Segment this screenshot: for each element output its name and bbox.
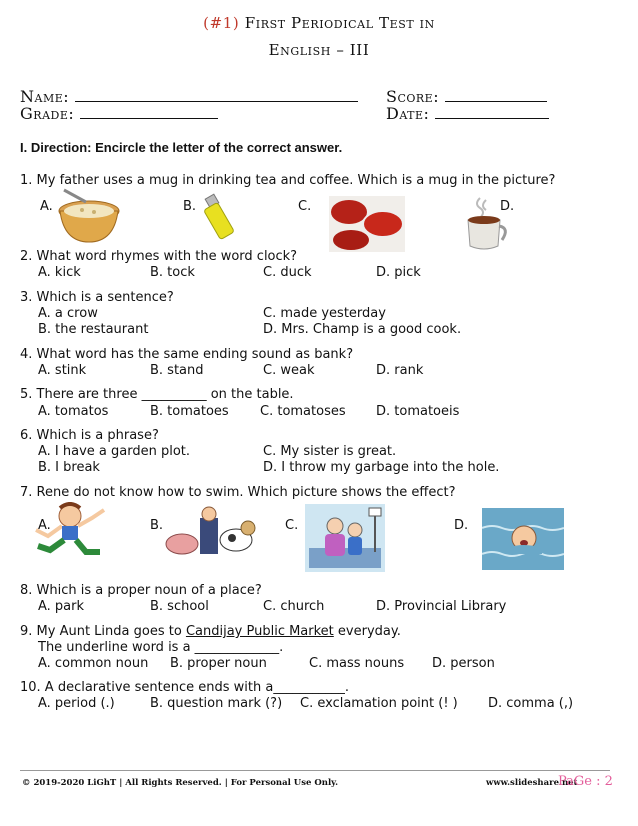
q4-option-b[interactable]: B. stand [150, 363, 204, 378]
q2-option-a[interactable]: A. kick [38, 265, 81, 280]
q8-option-b[interactable]: B. school [150, 599, 209, 614]
question-4: 4. What word has the same ending sound as bank? [20, 347, 354, 362]
q7-option-d[interactable]: D. [454, 518, 469, 533]
q2-option-c[interactable]: C. duck [263, 265, 312, 280]
date-label: Date: [386, 104, 430, 123]
q9-option-b[interactable]: B. proper noun [170, 656, 267, 671]
question-9-text-a: 9. My Aunt Linda goes to [20, 624, 182, 639]
question-8: 8. Which is a proper noun of a place? [20, 583, 262, 598]
q4-option-d[interactable]: D. rank [376, 363, 424, 378]
q10-option-d[interactable]: D. comma (,) [488, 696, 574, 711]
q3-option-a[interactable]: A. a crow [38, 306, 98, 321]
q10-option-c[interactable]: C. exclamation point (! ) [300, 696, 458, 711]
bowl-picture [56, 188, 122, 244]
q7-option-c[interactable]: C. [285, 518, 299, 533]
question-7: 7. Rene do not know how to swim. Which picture shows the effect? [20, 485, 456, 500]
question-9-line2: The underline word is a _____________. [38, 640, 284, 655]
question-3: 3. Which is a sentence? [20, 290, 174, 305]
name-label: Name: [20, 87, 70, 106]
test-title-line1 [0, 14, 638, 32]
farm-animals-picture [162, 506, 258, 560]
q6-option-b[interactable]: B. I break [38, 460, 100, 475]
question-10: 10. A declarative sentence ends with a___________. [20, 680, 349, 695]
q1-option-a[interactable]: A. [40, 199, 53, 214]
q10-option-a[interactable]: A. period (.) [38, 696, 115, 711]
q2-option-d[interactable]: D. pick [376, 265, 421, 280]
question-9-underlined: Candijay Public Market [185, 624, 334, 639]
question-9 [20, 624, 401, 639]
q1-option-c[interactable]: C. [298, 199, 312, 214]
grandparents-picture [305, 504, 385, 572]
test-number: (#1) [203, 14, 240, 32]
q7-option-a[interactable]: A. [38, 518, 51, 533]
q4-option-a[interactable]: A. stink [38, 363, 87, 378]
question-1-text-b: uses a mug in drinking tea and coffee. Which is a mug in the picture? [102, 173, 556, 188]
q3-option-b[interactable]: B. the restaurant [38, 322, 149, 337]
q8-option-a[interactable]: A. park [38, 599, 85, 614]
score-line[interactable] [445, 88, 547, 102]
question-2: 2. What word rhymes with the word clock? [20, 249, 298, 264]
q3-option-d[interactable]: D. Mrs. Champ is a good cook. [263, 322, 462, 337]
drowning-boy-picture [482, 508, 564, 570]
q10-option-b[interactable]: B. question mark (?) [150, 696, 283, 711]
question-9-text-b: everyday. [337, 624, 401, 639]
test-title: First Periodical Test in [244, 14, 435, 32]
q5-option-c[interactable]: C. tomatoses [260, 404, 346, 419]
score-label: Score: [386, 87, 440, 106]
q8-option-c[interactable]: C. church [263, 599, 325, 614]
lighter-picture [195, 192, 241, 242]
q1-option-b[interactable]: B. [183, 199, 197, 214]
date-field [386, 104, 549, 123]
q7-option-b[interactable]: B. [150, 518, 164, 533]
running-boy-picture [30, 502, 110, 560]
footer-site[interactable]: www.slideshare.net [486, 778, 578, 788]
name-line[interactable] [75, 88, 358, 102]
q9-option-a[interactable]: A. common noun [38, 656, 149, 671]
q5-option-d[interactable]: D. tomatoeis [376, 404, 460, 419]
test-subject: English – III [268, 41, 370, 59]
sauce-cups-picture [329, 196, 405, 252]
q6-option-a[interactable]: A. I have a garden plot. [38, 444, 191, 459]
q6-option-c[interactable]: C. My sister is great. [263, 444, 397, 459]
q9-option-c[interactable]: C. mass nouns [309, 656, 405, 671]
date-line[interactable] [435, 105, 549, 119]
q9-option-d[interactable]: D. person [432, 656, 495, 671]
page-number: PaGe : 2 [558, 774, 613, 789]
grade-field [20, 104, 218, 123]
q5-option-b[interactable]: B. tomatoes [150, 404, 229, 419]
q5-option-a[interactable]: A. tomatos [38, 404, 109, 419]
direction-text: I. Direction: Encircle the letter of the correct answer. [20, 140, 343, 155]
q6-option-d[interactable]: D. I throw my garbage into the hole. [263, 460, 500, 475]
grade-label: Grade: [20, 104, 75, 123]
q1-option-d[interactable]: D. [500, 199, 515, 214]
question-1-text-a: 1. My father [20, 173, 99, 188]
q3-option-c[interactable]: C. made yesterday [263, 306, 386, 321]
footer-divider [20, 770, 610, 771]
question-5: 5. There are three __________ on the table. [20, 387, 294, 402]
footer-copyright: © 2019-2020 LiGhT | All Rights Reserved. | For Personal Use Only. [22, 778, 339, 788]
question-1 [20, 173, 555, 188]
question-6: 6. Which is a phrase? [20, 428, 159, 443]
q2-option-b[interactable]: B. tock [150, 265, 195, 280]
q4-option-c[interactable]: C. weak [263, 363, 315, 378]
mug-picture [462, 196, 510, 252]
q8-option-d[interactable]: D. Provincial Library [376, 599, 507, 614]
grade-line[interactable] [80, 105, 218, 119]
